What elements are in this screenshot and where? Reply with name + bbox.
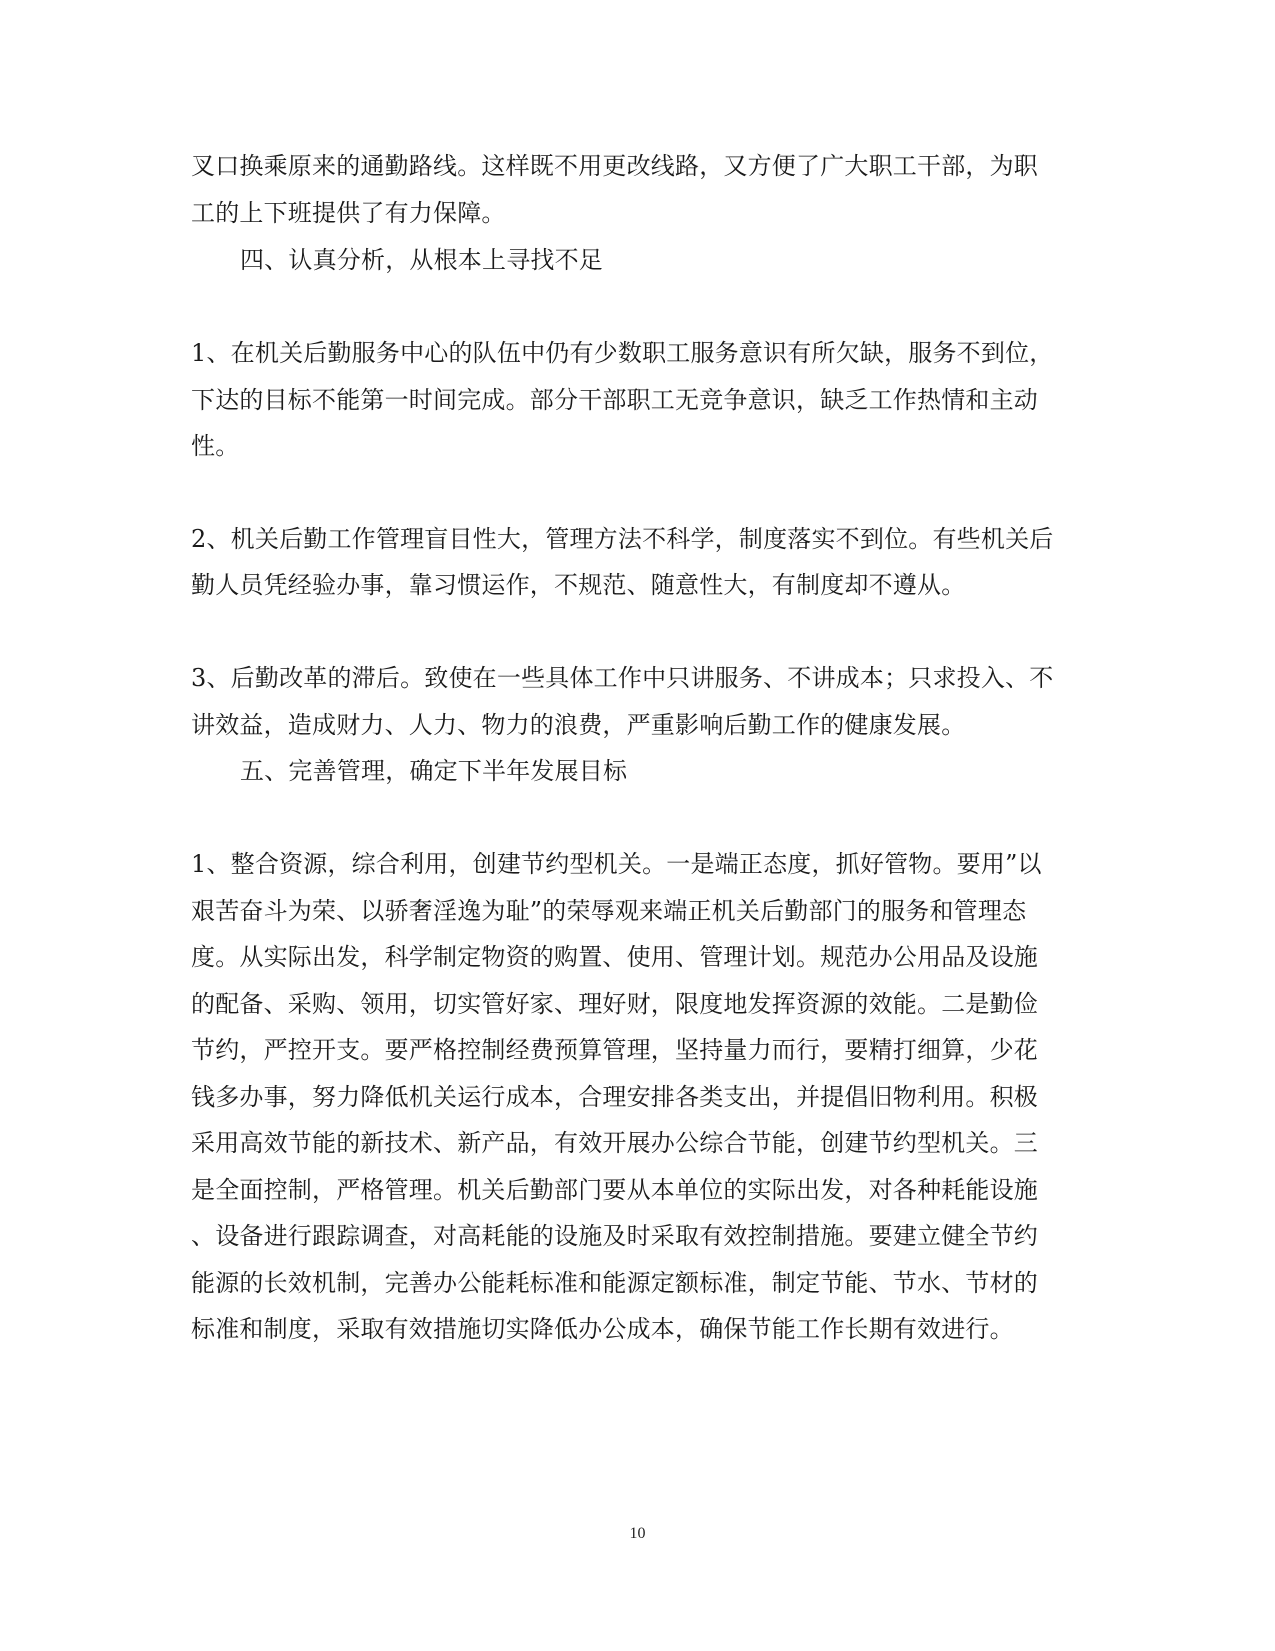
list-item-line: 钱多办事，努力降低机关运行成本，合理安排各类支出，并提倡旧物利用。积极	[191, 1083, 1038, 1111]
list-item-line: 性。	[191, 432, 240, 460]
list-item-line: 采用高效节能的新技术、新产品，有效开展办公综合节能，创建节约型机关。三	[191, 1129, 1038, 1157]
list-item-line: 讲效益，造成财力、人力、物力的浪费，严重影响后勤工作的健康发展。	[191, 711, 966, 739]
section-heading-4: 四、认真分析，从根本上寻找不足	[240, 246, 603, 274]
list-item-line: 的配备、采购、领用，切实管好家、理好财，限度地发挥资源的效能。二是勤俭	[191, 990, 1038, 1018]
paragraph-line: 工的上下班提供了有力保障。	[191, 199, 506, 227]
list-item-line: 、设备进行跟踪调查，对高耗能的设施及时采取有效控制措施。要建立健全节约	[191, 1222, 1038, 1250]
list-item-line: 2、机关后勤工作管理盲目性大，管理方法不科学，制度落实不到位。有些机关后	[191, 525, 1054, 553]
list-item-line: 1、整合资源，综合利用，创建节约型机关。一是端正态度，抓好管物。要用”以	[191, 850, 1042, 878]
list-item-line: 是全面控制，严格管理。机关后勤部门要从本单位的实际出发，对各种耗能设施	[191, 1176, 1038, 1204]
list-item-line: 标准和制度，采取有效措施切实降低办公成本，确保节能工作长期有效进行。	[191, 1315, 1014, 1343]
page-number: 10	[629, 1525, 646, 1542]
list-item-line: 3、后勤改革的滞后。致使在一些具体工作中只讲服务、不讲成本；只求投入、不	[191, 664, 1054, 692]
list-item-line: 勤人员凭经验办事，靠习惯运作，不规范、随意性大，有制度却不遵从。	[191, 571, 966, 599]
list-item-line: 1、在机关后勤服务中心的队伍中仍有少数职工服务意识有所欠缺，服务不到位，	[191, 339, 1054, 367]
list-item-line: 度。从实际出发，科学制定物资的购置、使用、管理计划。规范办公用品及设施	[191, 943, 1038, 971]
section-heading-5: 五、完善管理，确定下半年发展目标	[240, 757, 628, 785]
list-item-line: 能源的长效机制，完善办公能耗标准和能源定额标准，制定节能、节水、节材的	[191, 1269, 1038, 1297]
list-item-line: 下达的目标不能第一时间完成。部分干部职工无竞争意识，缺乏工作热情和主动	[191, 386, 1038, 414]
list-item-line: 艰苦奋斗为荣、以骄奢淫逸为耻”的荣辱观来端正机关后勤部门的服务和管理态	[191, 897, 1027, 925]
paragraph-line: 叉口换乘原来的通勤路线。这样既不用更改线路，又方便了广大职工干部，为职	[191, 152, 1038, 180]
list-item-line: 节约，严控开支。要严格控制经费预算管理，坚持量力而行，要精打细算，少花	[191, 1036, 1038, 1064]
